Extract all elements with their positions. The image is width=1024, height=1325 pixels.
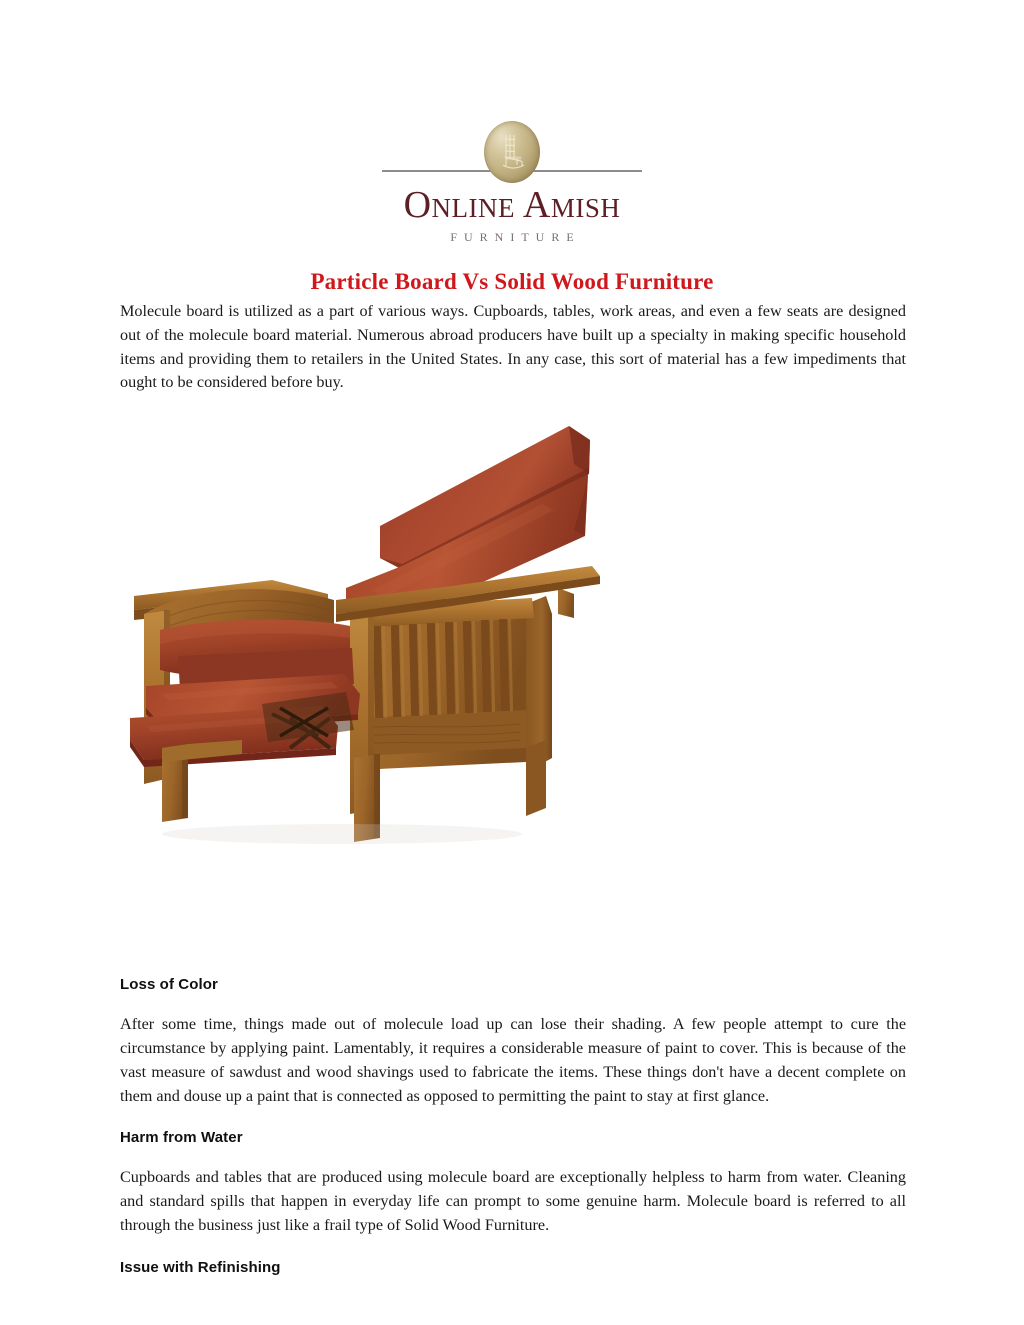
figure-spacer	[120, 415, 906, 975]
heading-loss-of-color: Loss of Color	[120, 976, 218, 994]
heading-issue-with-refinishing: Issue with Refinishing	[120, 1258, 281, 1276]
site-logo	[0, 118, 1024, 245]
article-body	[120, 300, 906, 1296]
rocking-chair-icon	[484, 121, 540, 183]
paragraph-loss-of-color: After some time, things made out of molecule load up can lose their shading. A few people attempt to cure the circumstance by applying paint. Lamentably, it requires a considerable measure of paint to cover. This is because of the vast measure of sawdust and wood shavings used to fabricate the items. These things don't have a decent complete on them and douse up a paint that is connected as opposed to permitting the paint to stay at first glance.	[120, 1015, 906, 1105]
logo-mark-row	[382, 118, 642, 180]
logo-brand-name: Online Amish	[403, 184, 621, 226]
logo-brand-subtitle: FURNITURE	[450, 229, 581, 244]
paragraph-harm-from-water: Cupboards and tables that are produced using molecule board are exceptionally helpless to harm from water. Cleaning and standard spills that happen in everyday life can prompt to some genuine harm. Molecule board is referred to all through the business just like a frail type of Solid Wood Furniture.	[120, 1168, 906, 1234]
intro-paragraph: Molecule board is utilized as a part of various ways. Cupboards, tables, work areas, and even a few seats are designed out of the molecule board material. Numerous abroad producers have built up a specialty in making specific household items and providing them to retailers in the United States. In any case, this sort of material has a few impediments that ought to be considered before buy.	[120, 302, 906, 392]
page-title: Particle Board Vs Solid Wood Furniture	[310, 269, 714, 295]
heading-harm-from-water: Harm from Water	[120, 1129, 243, 1147]
